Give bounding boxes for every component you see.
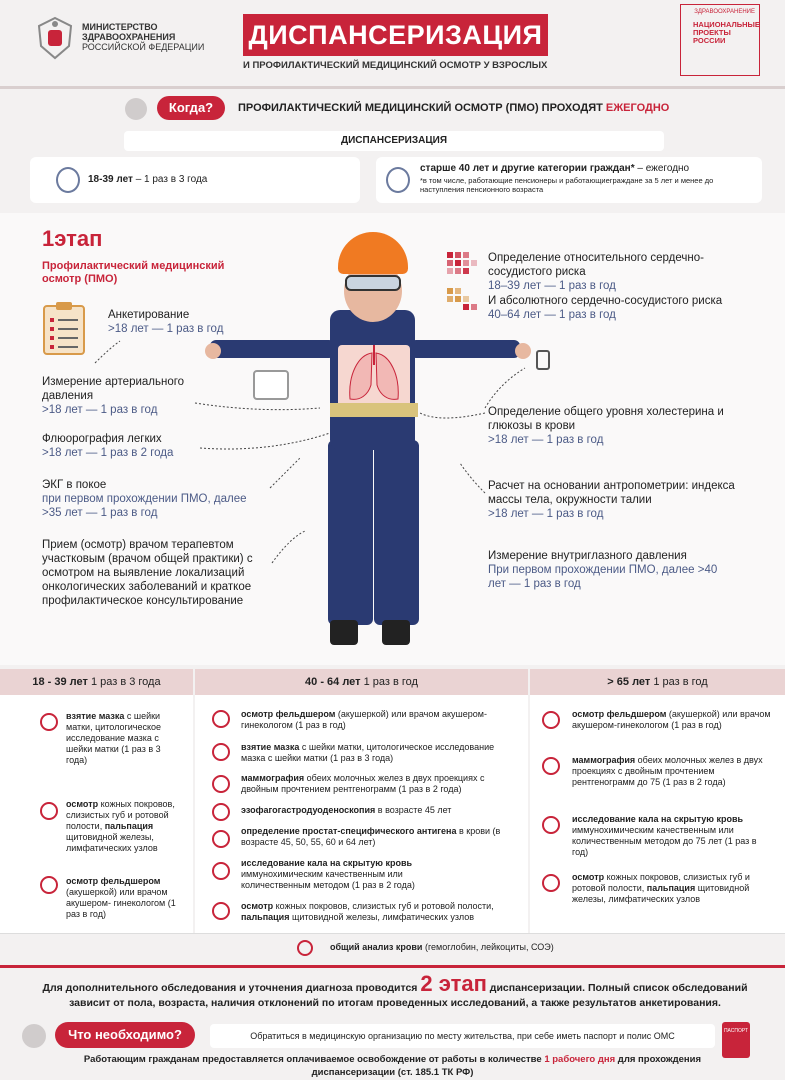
ecg-frequency: при первом прохождении ПМО, далее >35 лет — 1 раз в год bbox=[42, 493, 247, 519]
stage-2-note-a: Для дополнительного обследования и уточнения диагноза проводится bbox=[42, 982, 418, 994]
esophagus-icon bbox=[212, 803, 230, 821]
therapist-exam-item: Прием (осмотр) врачом терапевтом участковым (врачом общей практики) с осмотром на выявление локализаций онкологических заболеваний и краткое профилактическое консультирование bbox=[42, 539, 253, 607]
list-item bbox=[572, 814, 772, 858]
item-bold: определение простат-специфического антигена bbox=[241, 826, 457, 836]
absolute-risk-label: И абсолютного сердечно-сосудистого риска bbox=[488, 295, 723, 307]
work-leave-b: для прохождения диспансеризации (ст. 185.1 ТК РФ) bbox=[311, 1054, 702, 1078]
elderly-person-icon bbox=[386, 167, 410, 193]
relative-risk-frequency: 18–39 лет — 1 раз в год bbox=[488, 280, 616, 292]
stage-2-note-b: диспансеризации. Полный список обследований зависит от пола, возраста, наличия отклонений по итогам проведенных исследований, а также результатов анкетирования. bbox=[69, 982, 748, 1009]
item-bold: осмотр фельдшером bbox=[66, 876, 161, 886]
item-text: (акушеркой) или врачом акушером- гинекологом (1 раз в год) bbox=[66, 887, 176, 919]
item-bold: взятие мазка bbox=[66, 711, 125, 721]
blood-drop-icon bbox=[297, 940, 313, 956]
ministry-line-2: ЗДРАВООХРАНЕНИЯ bbox=[82, 32, 176, 42]
test-tubes-icon bbox=[212, 830, 230, 848]
np-top-label: ЗДРАВООХРАНЕНИЕ bbox=[694, 9, 755, 15]
divider bbox=[0, 86, 785, 89]
age-group-18-39-text bbox=[88, 174, 207, 185]
item-bold: исследование кала на скрытую кровь bbox=[241, 858, 413, 868]
blood-test-bold: общий анализ крови bbox=[330, 942, 423, 952]
blood-pressure-label: Измерение артериального давления bbox=[42, 376, 185, 402]
work-leave-days: 1 рабочего дня bbox=[544, 1054, 616, 1065]
work-leave-note bbox=[60, 1053, 725, 1079]
smear-icon bbox=[212, 743, 230, 761]
item-text: кожных покровов, слизистых губ и ротовой полости, bbox=[572, 872, 750, 893]
list-item bbox=[66, 799, 191, 854]
fluorography-label: Флюорография легких bbox=[42, 433, 162, 445]
col-65-header bbox=[530, 669, 785, 695]
age-group-40-plus-box bbox=[376, 157, 762, 203]
page-subtitle: И ПРОФИЛАКТИЧЕСКИЙ МЕДИЦИНСКИЙ ОСМОТР У ВЗРОСЛЫХ bbox=[243, 60, 548, 71]
list-item bbox=[241, 826, 501, 848]
page-title: ДИСПАНСЕРИЗАЦИЯ bbox=[243, 14, 548, 56]
footnote: *в том числе, работающие пенсионеры и работающиеграждане за 5 лет и менее до наступления пенсионного возраста bbox=[420, 176, 714, 194]
item-bold-2: пальпация bbox=[646, 883, 696, 893]
item-text: (акушеркой) или врачом акушером-гинекологом (1 раз в год) bbox=[572, 709, 771, 730]
stage-1-title: 1этап bbox=[42, 226, 103, 251]
item-bold: маммография bbox=[572, 755, 636, 765]
questionnaire-label: Анкетирование bbox=[108, 309, 190, 321]
list-item bbox=[572, 709, 772, 731]
list-item bbox=[66, 876, 191, 920]
np-line-3: РОССИИ bbox=[693, 36, 726, 45]
list-item bbox=[241, 742, 511, 764]
age-group-18-39-box bbox=[30, 157, 360, 203]
passport-icon: ПАСПОРТ bbox=[722, 1022, 750, 1058]
ministry-line-3: РОССИЙСКОЙ ФЕДЕРАЦИИ bbox=[82, 42, 205, 52]
ministry-emblem-icon bbox=[35, 16, 75, 60]
mammography-icon bbox=[212, 775, 230, 793]
hand-icon bbox=[542, 874, 560, 892]
fluorography-frequency: >18 лет — 1 раз в 2 года bbox=[42, 447, 174, 459]
item-text: в возрасте 45 лет bbox=[377, 805, 452, 815]
blood-test-text: (гемоглобин, лейкоциты, СОЭ) bbox=[424, 942, 554, 952]
questionnaire-frequency: >18 лет — 1 раз в год bbox=[108, 323, 224, 335]
when-frequency: ЕЖЕГОДНО bbox=[605, 102, 670, 114]
hand-icon bbox=[40, 802, 58, 820]
list-item bbox=[572, 755, 772, 788]
list-item bbox=[572, 872, 762, 905]
col-65-freq: 1 раз в год bbox=[653, 676, 708, 688]
item-bold: маммография bbox=[241, 773, 305, 783]
item-text: кожных покровов, слизистых губ и ротовой полости, bbox=[275, 901, 494, 911]
ecg-label: ЭКГ в покое bbox=[42, 479, 107, 491]
blood-pressure-frequency: >18 лет — 1 раз в год bbox=[42, 404, 158, 416]
when-text bbox=[238, 102, 669, 114]
gyn-chair-icon bbox=[212, 710, 230, 728]
bmi-label: Расчет на основании антропометрии: индекса массы тела, окружности талии bbox=[488, 480, 735, 506]
stage-2-note bbox=[30, 971, 760, 1011]
col-18-39-freq: 1 раз в 3 года bbox=[90, 676, 161, 688]
mammography-icon bbox=[542, 757, 560, 775]
what-needed-text: Обратиться в медицинскую организацию по месту жительства, при себе иметь паспорт и полис ОМС bbox=[210, 1024, 715, 1048]
cholesterol-label: Определение общего уровня холестерина и глюкозы в крови bbox=[488, 406, 724, 432]
col-18-39-header bbox=[0, 669, 193, 695]
relative-risk-label: Определение относительного сердечно-сосудистого риска bbox=[488, 252, 704, 278]
np-line-2: ПРОЕКТЫ bbox=[693, 28, 731, 37]
work-leave-a: Работающим гражданам предоставляется оплачиваемое освобождение от работы в количестве bbox=[83, 1054, 542, 1065]
item-text: кожных покровов, слизистых губ и ротовой полости, bbox=[66, 799, 175, 831]
absolute-risk-frequency: 40–64 лет — 1 раз в год bbox=[488, 309, 616, 321]
blood-test-item bbox=[330, 942, 554, 952]
item-text: в крови (в возрасте 45, 50, 55, 60 и 64 лет) bbox=[241, 826, 501, 847]
col-40-64-age: 40 - 64 лет bbox=[305, 676, 361, 688]
stage-2-label: 2 этап bbox=[420, 971, 487, 996]
hand-icon bbox=[212, 902, 230, 920]
item-text: обеих молочных желез в двух проекциях с двойным прочтением рентгенограмм до 75 (1 раз в 2 года) bbox=[572, 755, 763, 787]
pmo-label: Профилактический медицинский осмотр (ПМО) bbox=[42, 260, 225, 285]
list-item bbox=[66, 711, 176, 766]
item-bold: осмотр фельдшером bbox=[241, 709, 336, 719]
item-bold-2: пальпация bbox=[241, 912, 290, 922]
col-40-64-freq: 1 раз в год bbox=[363, 676, 418, 688]
document-icon bbox=[22, 1024, 46, 1048]
stool-test-icon bbox=[212, 862, 230, 880]
item-text: (акушеркой) или врачом акушером- гинекологом (1 раз в год) bbox=[241, 709, 487, 730]
ministry-name bbox=[82, 22, 204, 52]
col-18-39-age: 18 - 39 лет bbox=[32, 676, 88, 688]
what-needed-badge: Что необходимо? bbox=[55, 1022, 195, 1048]
dispanserization-label: ДИСПАНСЕРИЗАЦИЯ bbox=[124, 131, 664, 151]
calendar-icon bbox=[125, 98, 147, 120]
age-group-40-plus-rest: – ежегодно bbox=[637, 163, 690, 174]
smear-icon bbox=[40, 713, 58, 731]
item-text: иммунохимическим качественным или количественным методом (1 раз в 2 года) bbox=[241, 869, 415, 890]
item-text-2: щитовидной железы, лимфатических узлов bbox=[572, 883, 750, 904]
national-projects-logo bbox=[680, 4, 760, 76]
item-text-2: щитовидной железы, лимфатических узлов bbox=[291, 912, 475, 922]
when-badge: Когда? bbox=[157, 96, 225, 120]
list-item bbox=[241, 773, 516, 795]
list-item bbox=[241, 901, 506, 923]
item-bold: эзофагогастродуоденоскопия bbox=[241, 805, 376, 815]
divider bbox=[0, 933, 785, 934]
age-group-18-39-bold: 18-39 лет bbox=[88, 174, 133, 185]
bmi-frequency: >18 лет — 1 раз в год bbox=[488, 508, 604, 520]
gyn-chair-icon bbox=[542, 711, 560, 729]
item-text: с шейки матки, цитологическое исследование мазка с шейки матки (1 раз в 3 года) bbox=[241, 742, 495, 763]
item-bold: осмотр bbox=[241, 901, 274, 911]
item-bold: осмотр bbox=[66, 799, 99, 809]
cholesterol-frequency: >18 лет — 1 раз в год bbox=[488, 434, 604, 446]
item-bold: осмотр фельдшером bbox=[572, 709, 667, 719]
gyn-chair-icon bbox=[40, 876, 58, 894]
item-bold: осмотр bbox=[572, 872, 605, 882]
ministry-line-1: МИНИСТЕРСТВО bbox=[82, 22, 158, 32]
item-text: с шейки матки, цитологическое исследование мазка с шейки матки (1 раз в 3 года) bbox=[66, 711, 162, 765]
item-bold: взятие мазка bbox=[241, 742, 300, 752]
age-group-40-plus-bold: старше 40 лет и другие категории граждан* bbox=[420, 163, 635, 174]
list-item bbox=[241, 858, 461, 891]
list-item bbox=[241, 805, 511, 816]
item-bold-2: пальпация bbox=[104, 821, 154, 831]
test-tubes-icon bbox=[542, 816, 560, 834]
item-text: иммунохимическим качественным или количественным методом до 75 лет (1 раз в год) bbox=[572, 825, 757, 857]
col-65-age: > 65 лет bbox=[607, 676, 651, 688]
when-main-text: ПРОФИЛАКТИЧЕСКИЙ МЕДИЦИНСКИЙ ОСМОТР (ПМО) ПРОХОДЯТ bbox=[238, 102, 603, 114]
age-group-18-39-rest: – 1 раз в 3 года bbox=[135, 174, 208, 185]
np-line-1: НАЦИОНАЛЬНЫЕ bbox=[693, 20, 760, 29]
age-group-40-plus-text bbox=[420, 163, 756, 194]
item-text-2: щитовидной железы, лимфатических узлов bbox=[66, 832, 158, 853]
item-bold: исследование кала на скрытую кровь bbox=[572, 814, 744, 824]
list-item bbox=[241, 709, 491, 731]
divider bbox=[0, 965, 785, 968]
connector-lines bbox=[0, 213, 785, 665]
eye-pressure-label: Измерение внутриглазного давления bbox=[488, 550, 687, 562]
col-40-64-header bbox=[195, 669, 528, 695]
item-text: обеих молочных желез в двух проекциях с двойным прочтением рентгенограмм (1 раз в 2 года) bbox=[241, 773, 485, 794]
eye-pressure-frequency: При первом прохождении ПМО, далее >40 лет — 1 раз в год bbox=[488, 564, 718, 590]
person-icon bbox=[56, 167, 80, 193]
